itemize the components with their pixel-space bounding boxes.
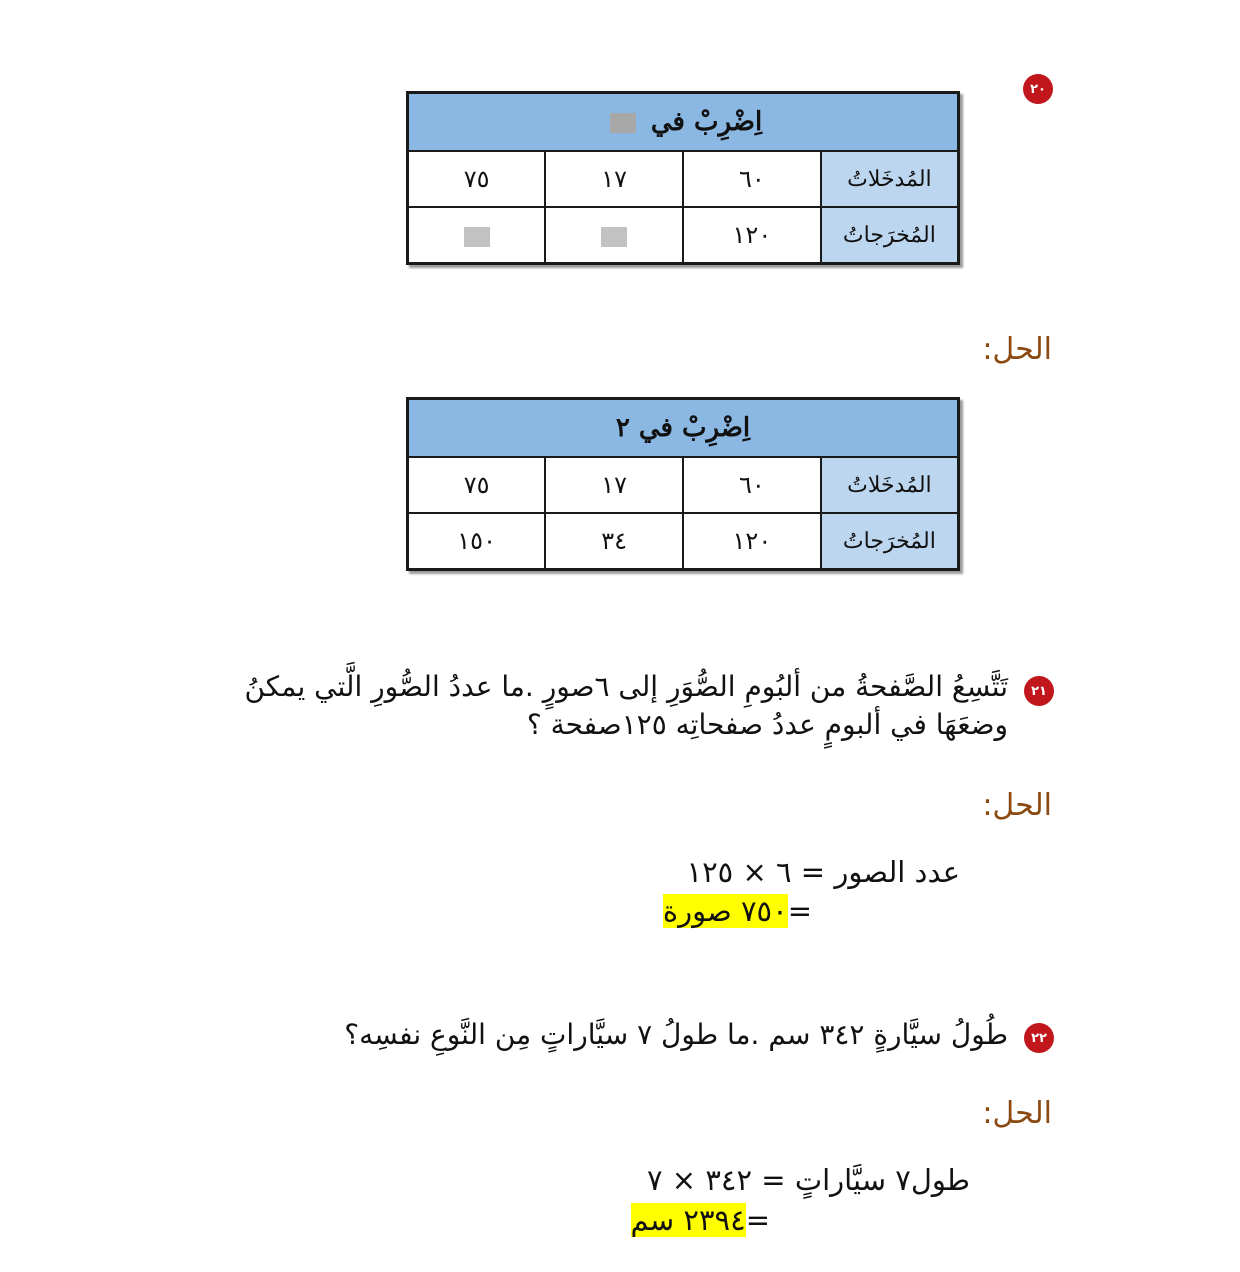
question-line: تَتَّسِعُ الصَّفحةُ من ألبُومِ الصُّوَرِ إلى ٦صورٍ .ما عددُ الصُّورِ الَّتي يمكنُ — [244, 670, 1008, 703]
multiply-table-solution — [406, 397, 960, 571]
question-line: وضعَهَا في ألبومٍ عددُ صفحاتِه ١٢٥صفحة ؟ — [526, 708, 1008, 741]
inputs-label: المُدخَلاتُ — [821, 457, 959, 513]
question-number-badge: ٢٢ — [1024, 1023, 1054, 1053]
question-line: طُولُ سيَّارةٍ ٣٤٢ سم .ما طولُ ٧ سيَّاراتٍ مِن النَّوعِ نفسِه؟ — [344, 1018, 1008, 1051]
equals-sign: = — [787, 894, 812, 928]
output-cell: ٣٤ — [545, 513, 683, 570]
input-cell: ٦٠ — [683, 457, 821, 513]
input-cell: ٧٥ — [408, 151, 546, 207]
outputs-label: المُخرَجاتُ — [821, 513, 959, 570]
input-cell: ٧٥ — [408, 457, 546, 513]
output-cell-blank — [545, 207, 683, 264]
output-cell-blank — [408, 207, 546, 264]
input-cell: ١٧ — [545, 457, 683, 513]
question-number-badge: ٢١ — [1024, 676, 1054, 706]
output-cell: ١٢٠ — [683, 513, 821, 570]
equation-line: طول٧ سيَّاراتٍ = ٣٤٢ × ٧ — [647, 1163, 970, 1197]
table-header: اِضْرِبْ في ٢ — [408, 399, 959, 458]
equation-line: عدد الصور = ٦ × ١٢٥ — [686, 855, 960, 889]
highlighted-answer: ٧٥٠ صورة — [662, 894, 788, 928]
blank-square — [610, 113, 636, 133]
question-text — [108, 668, 1008, 744]
input-cell: ١٧ — [545, 151, 683, 207]
solution-label: الحل: — [982, 788, 1052, 823]
input-cell: ٦٠ — [683, 151, 821, 207]
outputs-label: المُخرَجاتُ — [821, 207, 959, 264]
equals-sign: = — [745, 1203, 770, 1237]
table-header — [408, 93, 959, 152]
inputs-label: المُدخَلاتُ — [821, 151, 959, 207]
blank-square — [601, 227, 627, 247]
solution-label: الحل: — [982, 332, 1052, 367]
question-text — [108, 1016, 1008, 1054]
output-cell: ١٢٠ — [683, 207, 821, 264]
blank-square — [464, 227, 490, 247]
output-cell: ١٥٠ — [408, 513, 546, 570]
highlighted-answer: ٢٣٩٤ سم — [630, 1203, 746, 1237]
answer-line — [631, 1203, 770, 1237]
multiply-table-question — [406, 91, 960, 265]
answer-line — [663, 894, 812, 928]
solution-label: الحل: — [982, 1096, 1052, 1131]
question-number-badge: ٢٠ — [1023, 74, 1053, 104]
table-header-text: اِضْرِبْ في — [650, 107, 763, 137]
